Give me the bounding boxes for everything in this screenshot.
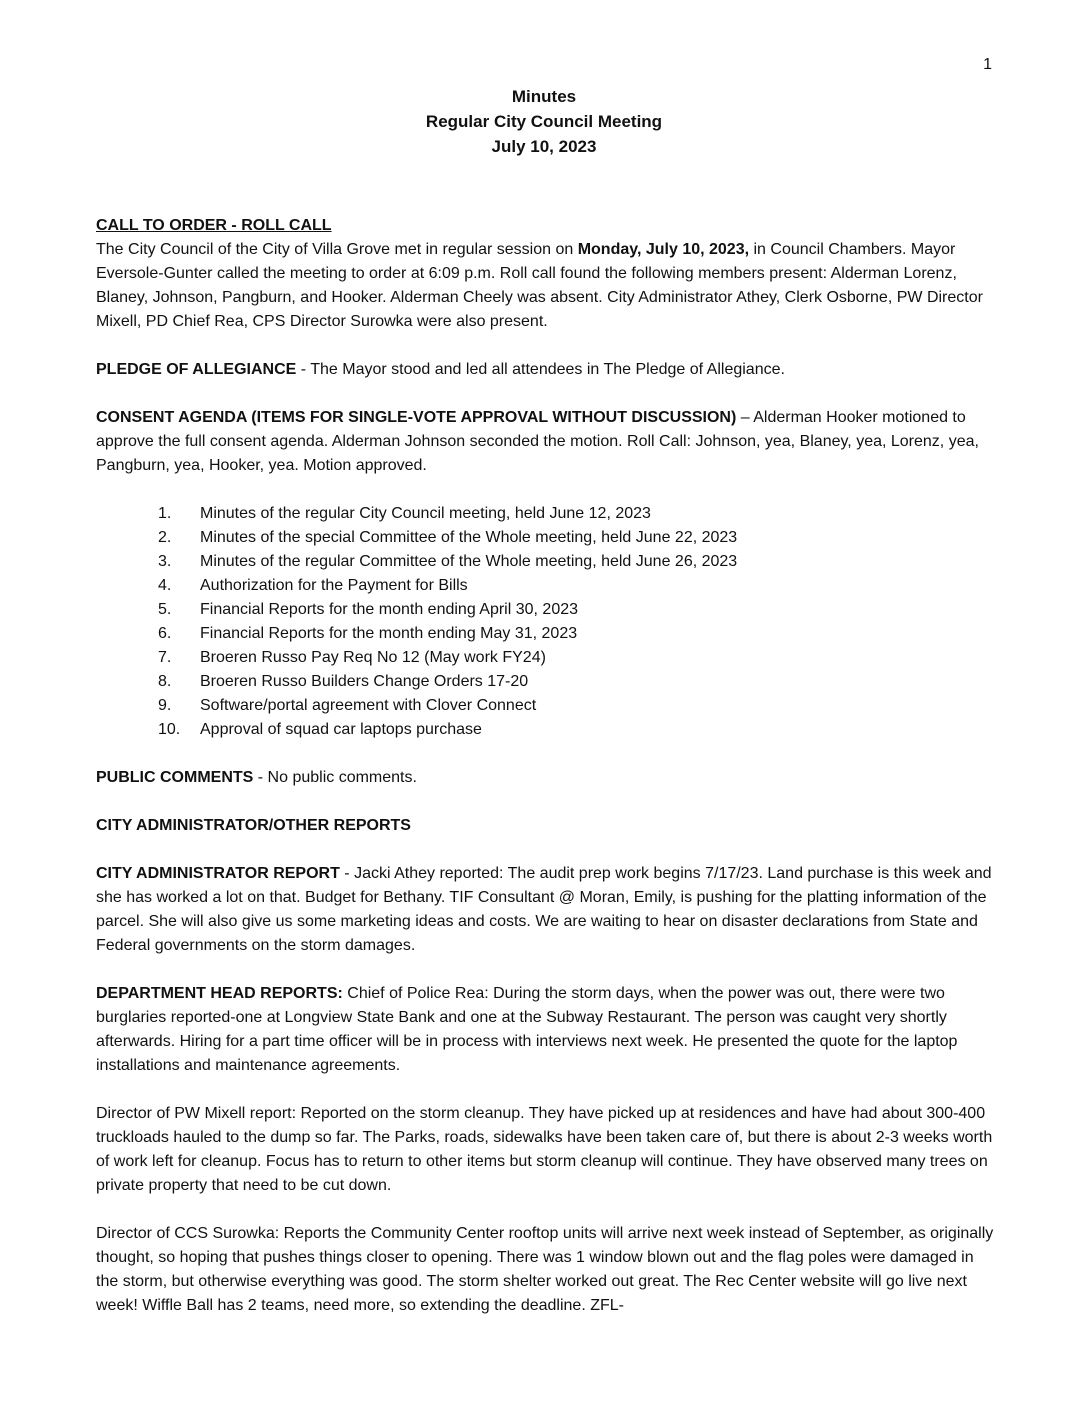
list-item <box>96 718 996 742</box>
list-item-number: 3. <box>158 553 172 570</box>
public-comments-section <box>96 766 996 790</box>
list-item <box>96 598 996 622</box>
call-to-order-heading: CALL TO ORDER - ROLL CALL <box>96 217 332 234</box>
city-admin-report-section <box>96 862 996 958</box>
call-to-order-text-after: in Council Chambers. Mayor Eversole-Gunter called the meeting to order at 6:09 p.m. Roll call found the following members present: Alderman Lorenz, Blaney, Johnson, Pangburn, and Hooker. Alderman Cheely was absent. City Administrator Athey, Clerk Osborne, PW Director Mixell, PD Chief Rea, CPS Director Surowka were also present. <box>96 241 983 330</box>
list-item-number: 2. <box>158 529 172 546</box>
reports-heading: CITY ADMINISTRATOR/OTHER REPORTS <box>96 817 411 834</box>
call-to-order-date: Monday, July 10, 2023, <box>577 241 750 258</box>
list-item-text: Financial Reports for the month ending April 30, 2023 <box>200 601 579 618</box>
list-item <box>96 502 996 526</box>
public-comments-heading: PUBLIC COMMENTS <box>96 769 254 786</box>
list-item <box>96 646 996 670</box>
city-admin-report-text: - Jacki Athey reported: The audit prep work begins 7/17/23. Land purchase is this week and she has worked a lot on that. Budget for Bethany. TIF Consultant @ Moran, Emily, is pushing for the platting information of the parcel. She will also give us some marketing ideas and costs. We are waiting to hear on disaster declarations from State and Federal governments on the storm damages. <box>96 865 992 954</box>
consent-agenda-heading: CONSENT AGENDA (ITEMS FOR SINGLE-VOTE APPROVAL WITHOUT DISCUSSION) <box>96 409 737 426</box>
minutes-body <box>96 214 996 1318</box>
list-item-text: Minutes of the regular Committee of the Whole meeting, held June 26, 2023 <box>200 553 738 570</box>
list-item-number: 1. <box>158 505 172 522</box>
consent-agenda-section <box>96 406 996 478</box>
list-item <box>96 622 996 646</box>
list-item-text: Broeren Russo Pay Req No 12 (May work FY24) <box>200 649 546 666</box>
ccs-report: Director of CCS Surowka: Reports the Community Center rooftop units will arrive next week instead of September, as originally thought, so hoping that pushes things closer to opening. There was 1 window blown out and the flag poles were damaged in the storm, but otherwise everything was good. The storm shelter worked out great. The Rec Center website will go live next week! Wiffle Ball has 2 teams, need more, so extending the deadline. ZFL- <box>96 1225 994 1314</box>
dept-head-reports-heading: DEPARTMENT HEAD REPORTS: <box>96 985 343 1002</box>
pw-report: Director of PW Mixell report: Reported on the storm cleanup. They have picked up at residences and have had about 300-400 truckloads hauled to the dump so far. The Parks, roads, sidewalks have been taken care of, but there is about 2-3 weeks worth of work left for cleanup. Focus has to return to other items but storm cleanup will continue. They have observed many trees on private property that need to be cut down. <box>96 1105 993 1194</box>
meeting-type: Regular City Council Meeting <box>425 112 663 131</box>
pledge-section <box>96 358 996 382</box>
list-item-text: Financial Reports for the month ending May 31, 2023 <box>200 625 578 642</box>
reports-section-heading <box>96 814 996 838</box>
document-title: Minutes <box>511 87 577 106</box>
list-item-text: Minutes of the special Committee of the Whole meeting, held June 22, 2023 <box>200 529 738 546</box>
list-item-number: 8. <box>158 673 172 690</box>
list-item-number: 4. <box>158 577 172 594</box>
list-item-number: 7. <box>158 649 172 666</box>
call-to-order-text-before: The City Council of the City of Villa Grove met in regular session on <box>96 241 578 258</box>
page-number: 1 <box>983 56 992 73</box>
list-item-text: Minutes of the regular City Council meeting, held June 12, 2023 <box>200 505 651 522</box>
list-item <box>96 526 996 550</box>
pledge-text: - The Mayor stood and led all attendees in The Pledge of Allegiance. <box>296 361 785 378</box>
pledge-heading: PLEDGE OF ALLEGIANCE <box>96 361 297 378</box>
consent-agenda-text: – Alderman Hooker motioned to approve the full consent agenda. Alderman Johnson seconded the motion. Roll Call: Johnson, yea, Blaney, yea, Lorenz, yea, Pangburn, yea, Hooker, yea. Motion approved. <box>96 409 979 474</box>
list-item <box>96 550 996 574</box>
list-item <box>96 670 996 694</box>
public-comments-text: - No public comments. <box>253 769 417 786</box>
document-header <box>0 84 1088 159</box>
list-item <box>96 574 996 598</box>
list-item-text: Authorization for the Payment for Bills <box>200 577 468 594</box>
call-to-order-section <box>96 214 996 334</box>
list-item-number: 5. <box>158 601 172 618</box>
list-item-number: 10. <box>158 721 181 738</box>
list-item-text: Software/portal agreement with Clover Connect <box>200 697 537 714</box>
list-item-text: Broeren Russo Builders Change Orders 17-20 <box>200 673 529 690</box>
list-item-number: 6. <box>158 625 172 642</box>
consent-agenda-list <box>96 502 996 742</box>
list-item-text: Approval of squad car laptops purchase <box>200 721 482 738</box>
dept-head-reports-section <box>96 982 996 1078</box>
meeting-date: July 10, 2023 <box>491 137 597 156</box>
dept-head-reports-text: Chief of Police Rea: During the storm days, when the power was out, there were two burglaries reported-one at Longview State Bank and one at the Subway Restaurant. The person was caught very shortly afterwards. Hiring for a part time officer will be in process with interviews next week. He presented the quote for the laptop installations and maintenance agreements. <box>96 985 958 1074</box>
list-item <box>96 694 996 718</box>
list-item-number: 9. <box>158 697 172 714</box>
city-admin-report-heading: CITY ADMINISTRATOR REPORT <box>96 865 340 882</box>
